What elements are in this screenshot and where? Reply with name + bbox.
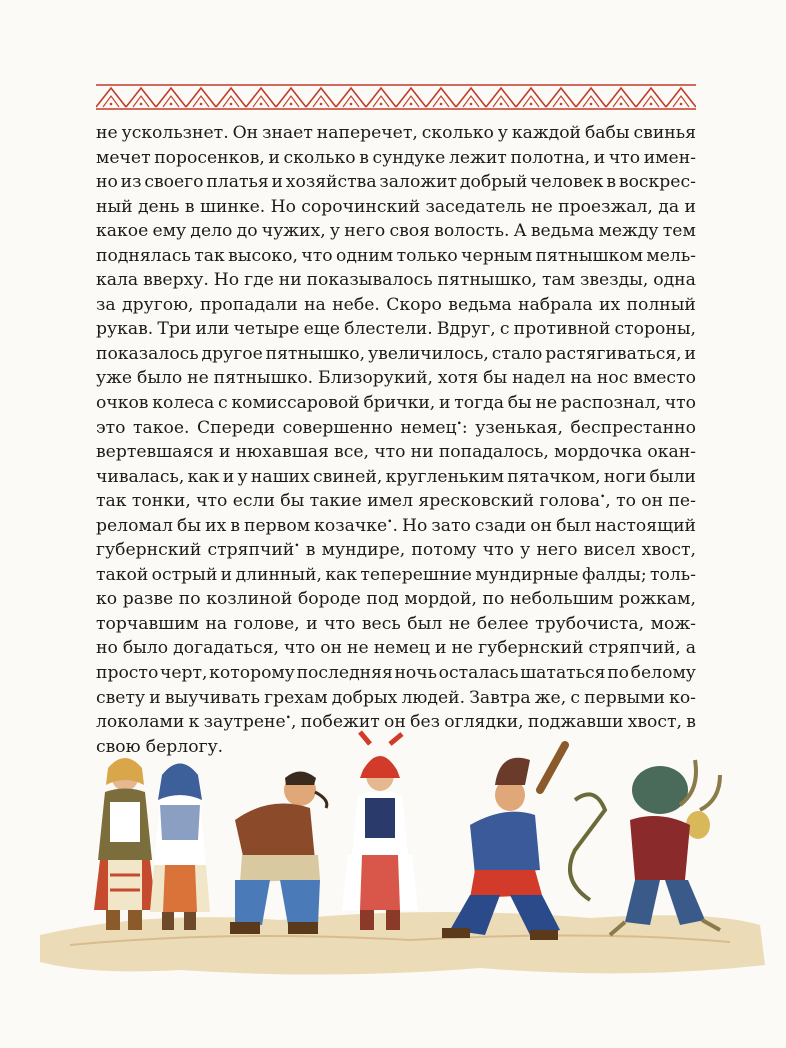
- text-line: чивалась, как и у наших свиней, кругленьким пятачком, ноги были: [96, 466, 696, 487]
- text-line: торчавшим на голове, и что весь был не белее трубочиста, мож-: [96, 613, 696, 634]
- text-line: рукав. Три или четыре еще блестели. Вдруг, с противной стороны,: [96, 319, 696, 340]
- text-line: мечет поросенков, и сколько в сундуке лежит полотна, и что имен-: [96, 147, 696, 168]
- text-line: реломал бы их в первом козачке•. Но зато сзади он был настоящий: [96, 515, 696, 536]
- text-line: свету и выучивать грехам добрых людей. Завтра же, с первыми ко-: [96, 687, 696, 708]
- text-line: губернский стряпчий• в мундире, потому что у него висел хвост,: [96, 540, 696, 561]
- text-line: такой острый и длинный, как теперешние мундирные фалды; толь-: [96, 564, 696, 585]
- folk-illustration-icon: [30, 730, 770, 1030]
- text-line: какое ему дело до чужих, у него своя волость. А ведьма между тем: [96, 221, 696, 242]
- text-line: поднялась так высоко, что одним только черным пятнышком мель-: [96, 245, 696, 266]
- text-line: ный день в шинке. Но сорочинский заседатель не проезжал, да и: [96, 196, 696, 217]
- story-text: [96, 123, 696, 761]
- text-line: кала вверху. Но где ни показывалось пятнышко, там звезды, одна: [96, 270, 696, 291]
- text-line: уже было не пятнышко. Близорукий, хотя бы надел на нос вместо: [96, 368, 696, 389]
- text-line: очков колеса с комиссаровой брички, и тогда бы не распознал, что: [96, 393, 696, 414]
- text-line: это такое. Спереди совершенно немец•: узенькая, беспрестанно: [96, 417, 696, 438]
- text-line: ко разве по козлиной бороде под мордой, по небольшим рожкам,: [96, 589, 696, 610]
- decorative-border-ornament: [96, 82, 696, 112]
- text-line: но было догадаться, что он не немец и не губернский стряпчий, а: [96, 638, 696, 659]
- text-line: показалось другое пятнышко, увеличилось, стало растягиваться, и: [96, 343, 696, 364]
- text-line: не ускользнет. Он знает наперечет, сколько у каждой бабы свинья: [96, 123, 696, 143]
- text-line: за другою, пропадали на небе. Скоро ведьма набрала их полный: [96, 294, 696, 315]
- text-line: так тонки, что если бы такие имел яресковский голова•, то он пе-: [96, 491, 696, 512]
- text-line: свою берлогу.: [96, 736, 224, 757]
- text-line: локолами к заутрене•, побежит он без оглядки, поджавши хвост, в: [96, 712, 696, 733]
- text-line: просто черт, которому последняя ночь осталась шататься по белому: [96, 663, 696, 684]
- text-line: вертевшаяся и нюхавшая все, что ни попадалось, мордочка окан-: [96, 442, 696, 463]
- text-line: но из своего платья и хозяйства заложит добрый человек в воскрес-: [96, 172, 696, 193]
